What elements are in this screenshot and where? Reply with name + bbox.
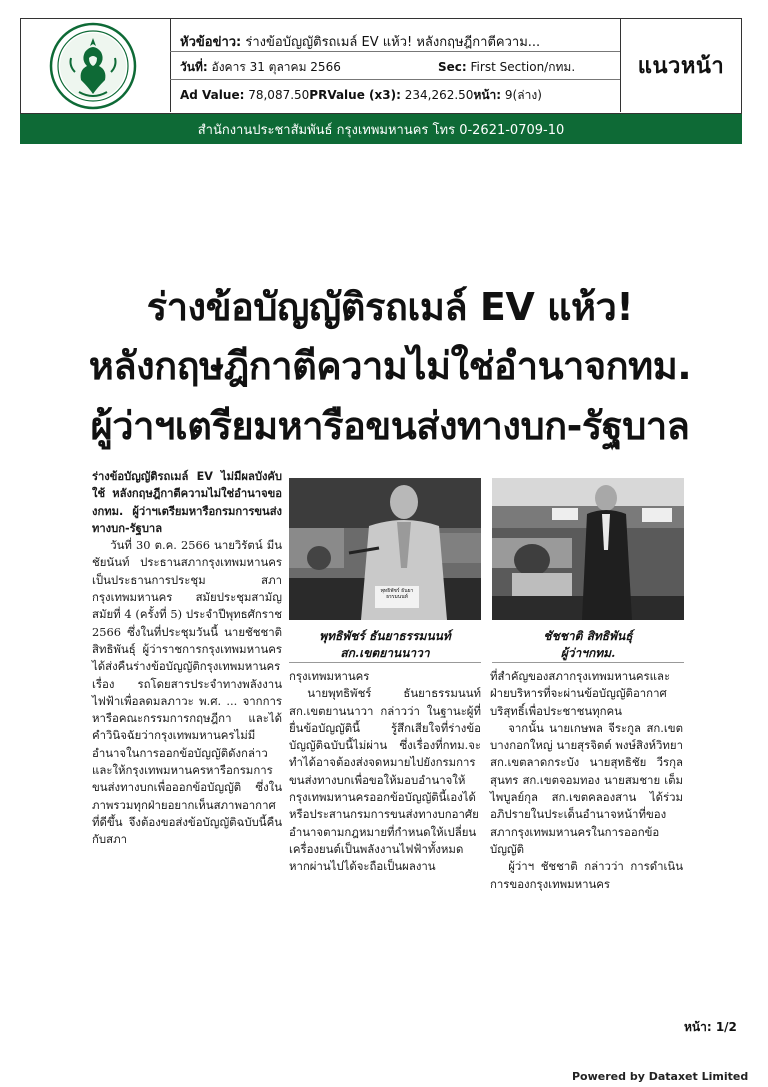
logo-cell bbox=[21, 19, 171, 112]
headline-row bbox=[180, 31, 540, 52]
caption-governor-name: ชัชชาติ สิทธิพันธุ์ bbox=[543, 629, 633, 643]
page-value: 9(ล่าง) bbox=[504, 88, 542, 102]
article-headline-line-3: ผู้ว่าฯเตรียมหารือขนส่งทางบก-รัฐบาล bbox=[90, 404, 690, 448]
ad-value-label: Ad Value: bbox=[180, 88, 245, 102]
headline-label: หัวข้อข่าว: bbox=[180, 35, 242, 50]
article-headline-line-1: ร่างข้อบัญญัติรถเมล์ EV แห้ว! bbox=[146, 285, 634, 329]
caption-divider bbox=[492, 662, 684, 663]
article-paragraph: นายพุทธิพัชร์ ธันยาธรรมนนท์ สก.เขตยานนาวา กล่าวว่า ในฐานะผู้ที่ยื่นข้อบัญญัตินี้ รู้สึกเสียใจที่ร่างข้อบัญญัติฉบับนี้ไม่ผ่าน ซึ่งเรื่องที่กทม.จะทำได้อาจต้องส่งจดหมายไปยังกรมการขนส่งทางบกเพื่อขอให้มอบอำนาจให้กรุงเทพมหานครออกข้อบัญญัตินี้เองได้ หรือประสานกรมการขนส่งทางบกอาศัยอำนาจตามกฎหมายที่กำหนดให้เปลี่ยนเครื่องยนต์เป็นพลังงานไฟฟ้าทั้งหมด หากผ่านไปได้จะถือเป็นผลงาน bbox=[289, 686, 481, 874]
article-column-3 bbox=[490, 668, 683, 893]
office-contact-bar: สำนักงานประชาสัมพันธ์ กรุงเทพมหานคร โทร 0-2621-0709-10 bbox=[20, 114, 742, 144]
bma-seal-logo bbox=[49, 22, 137, 110]
photo-councillor bbox=[289, 478, 481, 620]
meta-divider bbox=[170, 51, 620, 52]
pr-value-label: PRValue (x3): bbox=[309, 88, 401, 102]
article-headline-line-2: หลังกฤษฎีกาตีความไม่ใช่อำนาจกทม. bbox=[88, 344, 692, 388]
article-paragraph: วันที่ 30 ต.ค. 2566 นายวิรัตน์ มีนชัยนันท์ ประธานสภากรุงเทพมหานคร เป็นประธานการประชุม สภากรุงเทพมหานคร สมัยประชุมสามัญ สมัยที่ 4 (ครั้งที่ 5) ประจำปีพุทธศักราช 2566 ซึ่งในที่ประชุมวันนี้ นายชัชชาติ สิทธิพันธุ์ ผู้ว่าราชการกรุงเทพมหานคร ได้ส่งคืนร่างข้อบัญญัติกรุงเทพมหานคร เรื่อง รถโดยสารประจำทางพลังงานไฟฟ้าเพื่อลดมลภาวะ พ.ศ. ... จากการหารือคณะกรรมการกฤษฎีกา และได้คำวินิจฉัยว่ากรุงเทพมหานครไม่มีอำนาจในการออกข้อบัญญัติดังกล่าว และให้กรุงเทพมหานครหารือกรมการขนส่งทางบกเพื่อออกข้อบัญญัติ ซึ่งในภาพรวมทุกฝ่ายอยากเห็นสภาพอากาศที่ดีขึ้น จึงต้องขอส่งข้อบัญญัติฉบับนี้คืนกับสภา bbox=[92, 538, 282, 847]
meta-divider bbox=[170, 79, 620, 80]
clipping-header bbox=[20, 18, 742, 144]
section-info bbox=[438, 58, 575, 77]
ad-value: 78,087.50 bbox=[248, 88, 310, 102]
headline-value: ร่างข้อบัญญัติรถเมล์ EV แห้ว! หลังกฤษฎีกาตีความ... bbox=[245, 35, 541, 50]
article-paragraph: กรุงเทพมหานคร bbox=[289, 669, 370, 683]
meta-cell bbox=[170, 19, 621, 112]
publication-cell bbox=[621, 19, 741, 112]
article-paragraph: จากนั้น นายเกษพล จีระกูล สก.เขตบางกอกใหญ่ นายสุรจิตต์ พงษ์สิงห์วิทยา สก.เขตลาดกระบัง นายสุทธิชัย วีรกุลสุนทร สก.เขตจอมทอง นายสมชาย เต็มไพบูลย์กุล สก.เขตคลองสาน ได้ร่วมอภิปรายในประเด็นอำนาจหน้าที่ของสภากรุงเทพมหานครในการออกข้อบัญญัติ bbox=[490, 720, 683, 856]
section-value: First Section/กทม. bbox=[470, 60, 576, 74]
section-label: Sec: bbox=[438, 60, 467, 74]
caption-councillor-title: สก.เขตยานนาวา bbox=[340, 646, 430, 660]
page-label: หน้า: bbox=[473, 88, 502, 102]
article-column-1 bbox=[92, 468, 282, 849]
powered-by-label: Powered by Dataxet Limited bbox=[572, 1070, 749, 1083]
date-value: อังคาร 31 ตุลาคม 2566 bbox=[211, 60, 341, 74]
photo-nameplate: พุทธิพัชร์ ธันยาธรรมนนท์ bbox=[380, 588, 414, 600]
value-row bbox=[180, 86, 542, 105]
page-number: หน้า: 1/2 bbox=[684, 1020, 737, 1034]
article-paragraph: ผู้ว่าฯ ชัชชาติ กล่าวว่า การดำเนินการของกรุงเทพมหานคร bbox=[490, 859, 683, 891]
caption-governor bbox=[492, 628, 684, 662]
date-label: วันที่: bbox=[180, 60, 208, 74]
pr-value: 234,262.50 bbox=[404, 88, 474, 102]
caption-divider bbox=[289, 662, 481, 663]
article-lead: ร่างข้อบัญญัติรถเมล์ EV ไม่มีผลบังคับใช้ หลังกฤษฎีกาตีความไม่ใช่อำนาจของกทม. ผู้ว่าฯเตรียมหารือกรมการขนส่งทางบก-รัฐบาล bbox=[92, 470, 282, 535]
article-column-2 bbox=[289, 668, 481, 876]
caption-councillor bbox=[289, 628, 481, 662]
header-table bbox=[20, 18, 742, 114]
caption-councillor-name: พุทธิพัชร์ ธันยาธรรมนนท์ bbox=[319, 629, 451, 643]
publication-name: แนวหน้า bbox=[637, 54, 725, 79]
article-paragraph: ที่สำคัญของสภากรุงเทพมหานครและฝ่ายบริหารที่จะผ่านข้อบัญญัติอากาศบริสุทธิ์เพื่อประชาชนทุกคน bbox=[490, 669, 671, 718]
caption-governor-title: ผู้ว่าฯกทม. bbox=[560, 646, 616, 660]
photo-governor bbox=[492, 478, 684, 620]
photo-governor-image bbox=[492, 478, 684, 620]
date-row bbox=[180, 58, 341, 77]
